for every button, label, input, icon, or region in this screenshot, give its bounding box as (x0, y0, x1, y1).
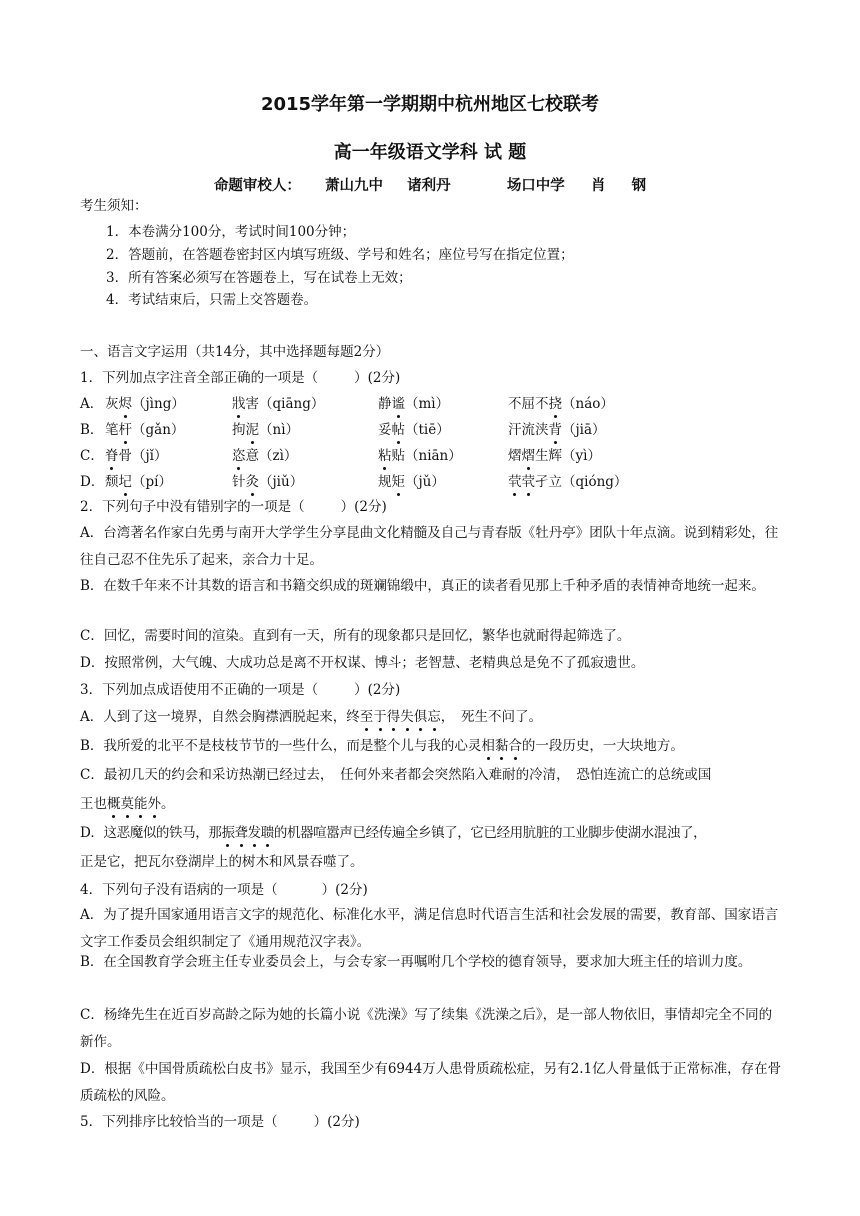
notice-item: 4．考试结束后，只需上交答题卷。 (106, 292, 318, 308)
question-4-option-b: B．在全国教育学会班主任专业委员会上，与会专家一再嘱咐几个学校的德育领导，要求加大班主任的培训力度。 (80, 954, 752, 970)
section-heading: 一、语言文字运用（共14分，其中选择题每题2分） (80, 344, 390, 360)
pinyin-item: 不屈不挠（náo） (508, 396, 614, 412)
pinyin-item: 灰烬（jìng） (105, 396, 185, 412)
pinyin-item: 熠熠生辉（yì） (508, 448, 601, 464)
setter-school-2: 场口中学 (506, 178, 565, 194)
question-2-stem: 2．下列句子中没有错别字的一项是（ ）(2分) (80, 499, 387, 515)
question-1-stem: 1．下列加点字注音全部正确的一项是（ ）(2分) (80, 370, 401, 386)
question-3-option-a: A．人到了这一境界，自然会胸襟洒脱起来，终至于得失俱忘， 死生不问了。 (80, 709, 542, 725)
pinyin-item: 汗流浃背（jiā） (508, 422, 606, 438)
dotted-phrase: 至于得失俱忘 (359, 709, 441, 725)
pinyin-item: 颓圮（pí） (105, 474, 172, 490)
question-3-option-d-line2: 正是它，把瓦尔登湖岸上的树木和风景吞噬了。 (80, 854, 364, 870)
dotted-phrase: 相黏合 (481, 738, 522, 754)
question-2-option-d: D．按照常例，大气魄、大成功总是离不开权谋、博斗；老智慧、老精典总是免不了孤寂遗世。 (80, 655, 645, 671)
setter-name-2b: 钢 (631, 178, 647, 194)
question-3-option-b: B．我所爱的北平不是枝枝节节的一些什么，而是整个儿与我的心灵相黏合的一段历史，一大块地方。 (80, 738, 684, 754)
option-label: B． (80, 422, 104, 438)
question-4-option-c: C．杨绛先生在近百岁高龄之际为她的长篇小说《洗澡》写了续集《洗澡之后》，是一部人物依旧，事情却完全不同的新作。 (80, 1007, 773, 1050)
question-3-option-d-line1: D．这恶魔似的铁马，那振聋发聩的机器喧嚣声已经传遍全乡镇了，它已经用肮脏的工业脚步使湖水混浊了， (80, 825, 707, 841)
dotted-phrase: 振聋发聩 (221, 825, 274, 841)
option-label: D． (80, 474, 105, 490)
question-3-option-c-line1: C．最初几天的约会和采访热潮已经过去， 任何外来者都会突然陷入难耐的冷清， 恐怕连流亡的总统或国 (80, 767, 712, 783)
setter-name-1: 诸利丹 (407, 178, 451, 194)
question-3-stem: 3．下列加点成语使用不正确的一项是（ ）(2分) (80, 682, 401, 698)
pinyin-item: 脊骨（jǐ） (105, 448, 168, 464)
question-4-stem: 4．下列句子没有语病的一项是（ ）(2分) (80, 882, 368, 898)
question-5-stem: 5．下列排序比较恰当的一项是（ ）(2分) (80, 1114, 360, 1130)
pinyin-item: 戕害（qiāng） (232, 396, 325, 412)
pinyin-item: 针灸（jiǔ） (232, 474, 304, 490)
pinyin-item: 静谧（mì） (378, 396, 450, 412)
dotted-phrase: 概莫能外 (107, 796, 161, 812)
setter-name-2a: 肖 (590, 178, 606, 194)
exam-subtitle: 高一年级语文学科 试 题 (333, 142, 527, 163)
question-2-option-a: A．台湾著名作家白先勇与南开大学学生分享昆曲文化精髓及自己与青春版《牡丹亭》团队十年点滴。说到精彩处，往往自己忍不住先乐了起来，亲合力十足。 (80, 525, 779, 568)
notice-item: 1．本卷满分100分，考试时间100分钟； (106, 224, 356, 240)
pinyin-item: 恣意（zì） (232, 448, 298, 464)
setter-school-1: 萧山九中 (325, 178, 384, 194)
question-2-option-b: B．在数千年来不计其数的语言和书籍交织成的斑斓锦缎中，真正的读者看见那上千种矛盾的表情神奇地统一起来。 (80, 578, 765, 594)
question-4-option-a: A．为了提升国家通用语言文字的规范化、标准化水平，满足信息时代语言生活和社会发展的需要，教育部、国家语言文字工作委员会组织制定了《通用规范汉字表》。 (80, 907, 779, 950)
pinyin-item: 茕茕孑立（qióng） (508, 474, 628, 490)
notice-heading: 考生须知： (80, 198, 148, 214)
pinyin-item: 拘泥（nì） (232, 422, 300, 438)
option-label: A． (80, 396, 104, 412)
question-3-option-c-line2: 王也概莫能外。 (80, 796, 175, 812)
option-label: C． (80, 448, 104, 464)
question-2-option-c: C．回忆，需要时间的渲染。直到有一天，所有的现象都只是回忆，繁华也就耐得起筛选了。 (80, 628, 631, 644)
exam-title: 2015学年第一学期期中杭州地区七校联考 (260, 94, 600, 115)
notice-item: 3．所有答案必须写在答题卷上，写在试卷上无效； (106, 270, 412, 286)
pinyin-item: 粘贴（niān） (378, 448, 462, 464)
setters-label: 命题审校人： (213, 178, 301, 194)
question-4-option-d: D．根据《中国骨质疏松白皮书》显示，我国至少有6944万人患骨质疏松症，另有2.1亿人骨量低于正常标准，存在骨质疏松的风险。 (80, 1061, 782, 1104)
notice-item: 2．答题前，在答题卷密封区内填写班级、学号和姓名；座位号写在指定位置； (106, 247, 574, 263)
pinyin-item: 规矩（jǔ） (378, 474, 445, 490)
pinyin-item: 笔杆（gǎn） (105, 422, 185, 438)
pinyin-item: 妥帖（tiē） (378, 422, 450, 438)
setters-line (0, 174, 860, 195)
